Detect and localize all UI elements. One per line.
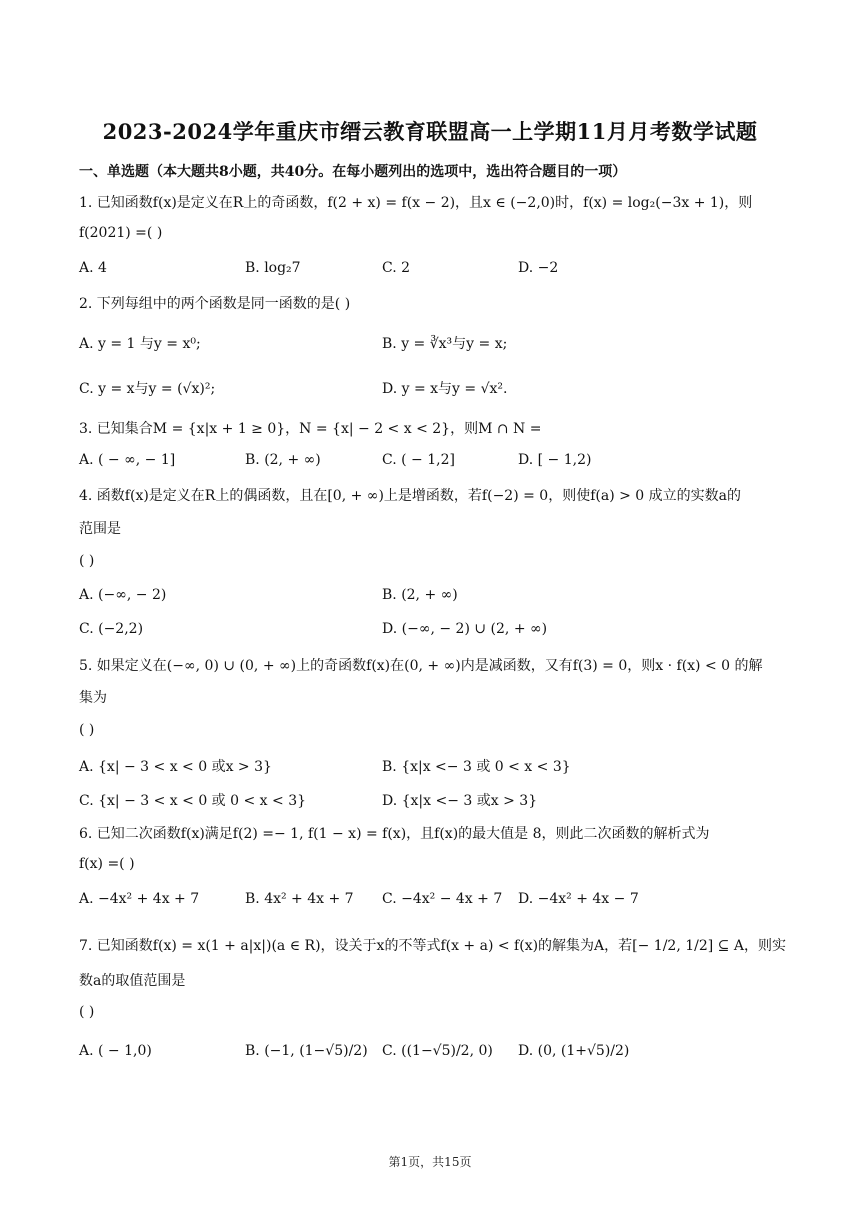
question-1-option-c: C. 2	[382, 260, 411, 276]
question-4-line-2: 范围是	[79, 521, 121, 537]
question-2-option-c: C. y = x与y = (√x)²;	[79, 381, 216, 397]
question-5-line-3: ( )	[79, 722, 95, 738]
page-title: 2023-2024学年重庆市缙云教育联盟高一上学期11月月考数学试题	[102, 119, 758, 144]
question-1-line-2: f(2021) =( )	[79, 225, 163, 241]
question-6-option-c: C. −4x² − 4x + 7	[382, 891, 503, 907]
question-7-line-1: 7. 已知函数f(x) = x(1 + a|x|)(a ∈ R)，设关于x的不等式f(x + a) < f(x)的解集为A，若[− 1/2, 1/2] ⊆ A，则实	[79, 938, 786, 954]
question-4-line-3: ( )	[79, 553, 95, 569]
question-2-option-d: D. y = x与y = √x².	[382, 381, 508, 397]
question-6-option-b: B. 4x² + 4x + 7	[245, 891, 354, 907]
question-6-line-1: 6. 已知二次函数f(x)满足f(2) =− 1, f(1 − x) = f(x)，且f(x)的最大值是 8，则此二次函数的解析式为	[79, 826, 710, 842]
question-5-option-b: B. {x|x <− 3 或 0 < x < 3}	[382, 759, 571, 775]
question-4-option-a: A. (−∞, − 2)	[79, 587, 167, 603]
question-2-line-1: 2. 下列每组中的两个函数是同一函数的是( )	[79, 296, 351, 312]
question-5-option-d: D. {x|x <− 3 或x > 3}	[382, 793, 538, 809]
question-5-option-a: A. {x| − 3 < x < 0 或x > 3}	[79, 759, 272, 775]
question-6-option-a: A. −4x² + 4x + 7	[79, 891, 200, 907]
question-3-option-c: C. ( − 1,2]	[382, 452, 455, 468]
question-3-option-d: D. [ − 1,2)	[518, 452, 592, 468]
question-4-option-d: D. (−∞, − 2) ∪ (2, + ∞)	[382, 621, 548, 637]
question-7-option-d: D. (0, (1+√5)/2)	[518, 1043, 630, 1059]
question-1-option-b: B. log₂7	[245, 260, 301, 276]
question-5-option-c: C. {x| − 3 < x < 0 或 0 < x < 3}	[79, 793, 307, 809]
question-3-option-b: B. (2, + ∞)	[245, 452, 321, 468]
question-5-line-2: 集为	[79, 690, 107, 706]
question-3-option-a: A. ( − ∞, − 1]	[79, 452, 176, 468]
question-6-line-2: f(x) =( )	[79, 856, 135, 872]
question-7-option-a: A. ( − 1,0)	[79, 1043, 152, 1059]
question-4-option-c: C. (−2,2)	[79, 621, 144, 637]
question-4-option-b: B. (2, + ∞)	[382, 587, 458, 603]
page-footer: 第1页，共15页	[388, 1155, 472, 1169]
question-5-line-1: 5. 如果定义在(−∞, 0) ∪ (0, + ∞)上的奇函数f(x)在(0, + ∞)内是减函数，又有f(3) = 0，则x · f(x) < 0 的解	[79, 658, 763, 674]
section-heading: 一、单选题（本大题共8小题，共40分。在每小题列出的选项中，选出符合题目的一项）	[79, 164, 627, 180]
question-2-option-b: B. y = ∛x³与y = x;	[382, 336, 508, 352]
question-7-line-2: 数a的取值范围是	[79, 973, 186, 989]
question-7-option-b: B. (−1, (1−√5)/2)	[245, 1043, 368, 1059]
question-1-option-d: D. −2	[518, 260, 559, 276]
question-1-option-a: A. 4	[79, 260, 107, 276]
question-3-line-1: 3. 已知集合M = {x|x + 1 ≥ 0}，N = {x| − 2 < x < 2}，则M ∩ N =	[79, 421, 542, 437]
question-7-option-c: C. ((1−√5)/2, 0)	[382, 1043, 493, 1059]
question-7-line-3: ( )	[79, 1004, 95, 1020]
question-2-option-a: A. y = 1 与y = x⁰;	[79, 336, 201, 352]
question-4-line-1: 4. 函数f(x)是定义在R上的偶函数，且在[0, + ∞)上是增函数，若f(−2) = 0，则使f(a) > 0 成立的实数a的	[79, 488, 741, 504]
question-6-option-d: D. −4x² + 4x − 7	[518, 891, 639, 907]
question-1-line-1: 1. 已知函数f(x)是定义在R上的奇函数，f(2 + x) = f(x − 2)，且x ∈ (−2,0)时，f(x) = log₂(−3x + 1)，则	[79, 195, 753, 211]
